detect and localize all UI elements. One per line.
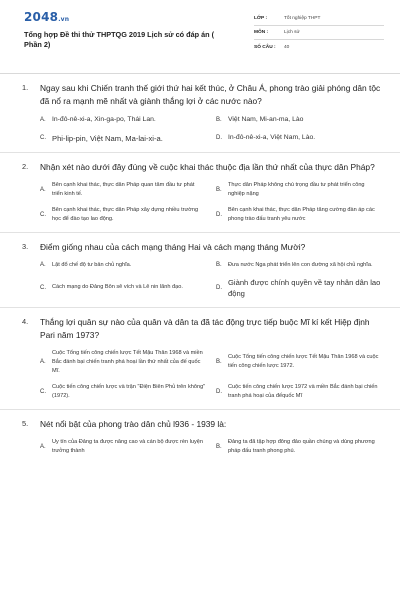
question-block [0,82,400,144]
answer-option[interactable] [40,181,206,199]
answer-option[interactable] [40,261,206,270]
answer-option[interactable] [40,133,206,144]
option-letter: A. [40,359,46,365]
answer-option[interactable] [216,181,382,199]
meta-value: Tốt nghiệp THPT [284,16,321,21]
answer-options [40,115,382,144]
option-letter: B. [216,262,222,268]
question-separator [0,152,400,153]
question-header [22,316,382,342]
question-text: Nhận xét nào dưới đây đúng về cuộc khai thác thuộc địa lần thứ nhất của thực dân Pháp? [40,161,375,172]
question-block [0,161,400,224]
question-block [0,316,400,401]
answer-option[interactable] [40,383,206,401]
document-title: Tổng hợp Đề thi thử THPTQG 2019 Lịch sử có đáp án ( Phần 2) [24,30,215,49]
option-letter: A. [40,262,46,268]
option-letter: C. [40,211,46,218]
option-letter: D. [216,388,222,395]
answer-option[interactable] [216,115,382,126]
option-text: Đảng ta đã tập hợp đông đảo quần chúng và dùng phương pháp đấu tranh phong phú. [228,438,375,454]
meta-row-count [254,40,384,54]
question-list [0,82,400,456]
option-text: Bên cạnh khai thác, thực dân Pháp tăng cường đàn áp các phong trào đấu tranh yêu nước [228,206,375,222]
option-letter: B. [216,443,222,450]
answer-option[interactable] [216,206,382,224]
option-text: Bên cạnh khai thác, thực dân Pháp quan tâm đầu tư phát triển kinh tế. [52,181,195,197]
answer-option[interactable] [40,277,206,299]
answer-option[interactable] [216,261,382,270]
question-separator [0,232,400,233]
header-divider [0,73,400,74]
option-text: Lật đổ chế độ tư bản chủ nghĩa. [52,261,132,268]
question-number: 5. [22,418,29,428]
option-text: Cuộc Tổng tiến công chiến lược Tết Mậu Thân 1968 và cuộc tiến công chiến lược 1972. [228,354,379,369]
meta-label: SỐ CÂU : [254,44,276,50]
document-header [0,0,400,70]
option-text: Việt Nam, Mi-an-ma, Lào [228,116,304,123]
answer-option[interactable] [216,133,382,144]
option-text: Cuộc tiến công chiến lược 1972 và miền Bắc đánh bại chiến tranh phá hoại của đếquốc Mĩ [228,383,378,399]
question-text: Ngay sau khi Chiến tranh thế giới thứ hai kết thúc, ở Châu Á, phong trào giải phóng dân tộc đã nổ ra mạnh mẽ nhất và giành thắng lợi ở các nước nào? [40,83,381,106]
logo-main: 2048 [24,10,59,24]
answer-options [40,261,382,299]
answer-option[interactable] [40,349,206,376]
option-letter: A. [40,117,46,124]
option-text: Phi-lip-pin, Việt Nam, Ma-lai-xi-a. [52,133,163,143]
option-text: In-đô-nê-xi-a, Xin-ga-po, Thái Lan. [52,116,156,123]
meta-row-class [254,12,384,26]
option-letter: A. [40,186,46,193]
answer-options [40,349,382,401]
option-text: Đưa nước Nga phát triển lên con đường xã hội chủ nghĩa. [228,261,373,268]
answer-option[interactable] [216,349,382,376]
question-number: 3. [22,241,29,251]
question-separator [0,409,400,410]
meta-row-subject [254,26,384,40]
question-text: Thắng lợi quân sự nào của quân và dân ta đã tác động trực tiếp buộc Mĩ kí kết Hiệp định Pari năm 1973? [40,316,370,340]
question-header [22,161,382,174]
question-number: 1. [22,83,29,92]
option-letter: D. [216,135,222,141]
option-letter: B. [216,186,222,193]
question-number: 2. [22,161,29,171]
option-text: Cuộc Tổng tiến công chiến lược Tết Mậu Thân 1968 và miền Bắc đánh bại chiến tranh phá hoại lần thứ nhất của đế quốc Mĩ. [52,349,203,374]
question-separator [0,307,400,308]
question-block [0,418,400,456]
meta-value: Lịch sử [284,30,300,35]
option-text: Cách mạng do Đảng Bôn sê vích và Lê nin lãnh đạo. [52,284,183,290]
meta-label: MÔN : [254,30,269,35]
meta-label: LỚP : [254,16,268,21]
answer-option[interactable] [216,277,382,299]
option-letter: B. [216,117,222,124]
question-text: Nét nổi bật của phong trào dân chủ l936 - 1939 là: [40,418,227,429]
option-letter: D. [216,211,222,218]
option-text: Uy tín của Đảng ta được nâng cao và cán bộ được rèn luyện trưởng thành [52,438,204,454]
answer-option[interactable] [40,115,206,126]
option-letter: A. [40,443,46,450]
answer-option[interactable] [40,206,206,224]
document-meta [254,12,384,54]
option-letter: C. [40,284,46,291]
option-letter: C. [40,388,46,395]
logo-suffix: .vn [58,16,70,23]
option-text: Thực dân Pháp không chú trọng đầu tư phát triển công nghiệp nặng [228,181,365,197]
option-text: Giành được chính quyền về tay nhân dân lao động [228,277,381,298]
question-block [0,241,400,299]
question-header [22,82,382,108]
option-letter: D. [216,284,222,291]
option-text: Bên cạnh khai thác, thực dân Pháp xây dựng nhiều trường học để đào tạo lao động. [52,206,199,222]
meta-value: 40 [284,44,290,50]
answer-options [40,438,382,456]
answer-option[interactable] [216,383,382,401]
option-letter: C. [40,135,46,141]
answer-option[interactable] [216,438,382,456]
question-text: Điểm giống nhau của cách mạng tháng Hai và cách mạng tháng Mười? [40,241,306,252]
answer-options [40,181,382,224]
option-letter: B. [216,359,222,365]
option-text: Cuộc tiến công chiến lược và trận "Điện Biên Phủ trên không" (1972). [52,383,206,399]
option-text: In-đô-nê-xi-a, Việt Nam, Lào. [228,133,316,141]
answer-option[interactable] [40,438,206,456]
question-number: 4. [22,316,29,326]
question-header [22,241,382,254]
question-header [22,418,382,431]
